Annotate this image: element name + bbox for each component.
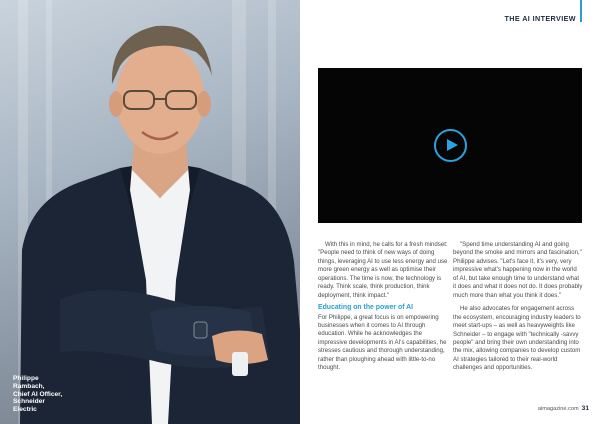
article-paragraph: He also advocates for engagement across the ecosystem, encouraging industry leaders to meet start-ups – as well as heavyweights like Schneider – to engage with "technically -savvy people" and bring their own understanding into the mix, allowing companies to develop custom AI strategies tailored to their real-world challenges and opportunities.: [453, 305, 581, 372]
article-paragraph: With this in mind, he calls for a fresh mindset: "People need to think of new ways of doing things, leveraging AI to use less energy and use more green energy as well as optimise their operations. The time is now, the technology is ready. Think scale, think production, think deployment, think impact.": [318, 241, 448, 299]
page-number: 31: [581, 405, 589, 412]
section-label: THE AI INTERVIEW: [504, 14, 576, 23]
caption-line: Philippe: [13, 375, 39, 382]
header-accent-rule: [580, 0, 582, 22]
page-footer: [538, 405, 589, 412]
caption-line: Schneider: [13, 398, 45, 406]
article-paragraph: For Philippe, a great focus is on empowering businesses when it comes to AI through education. While he acknowledges the impressive developments in AI's capabilities, he stresses cautious and thorough understanding, rather than ploughing ahead with little-to-no thought.: [318, 313, 447, 372]
article-subheading: Educating on the power of AI: [318, 304, 414, 312]
caption-line: Chief AI Officer,: [13, 390, 63, 398]
play-button[interactable]: [434, 129, 467, 162]
play-icon: [447, 139, 458, 151]
photo-caption: [13, 375, 73, 414]
site-url[interactable]: aimagazine.com: [537, 406, 579, 412]
article-column-2: [453, 241, 583, 373]
caption-line: Rambach,: [13, 382, 45, 390]
article-column-1: [318, 241, 448, 373]
caption-line: Electric: [13, 406, 37, 414]
article-paragraph: "Spend time understanding AI and going beyond the smoke and mirrors and fascination," Philippe advises. "Let's face it, it's very, very impressive what's happening now in the world of AI, but take enough time to understand what it does and what it does not do. It does probably much more than what you think it does.": [453, 241, 583, 299]
